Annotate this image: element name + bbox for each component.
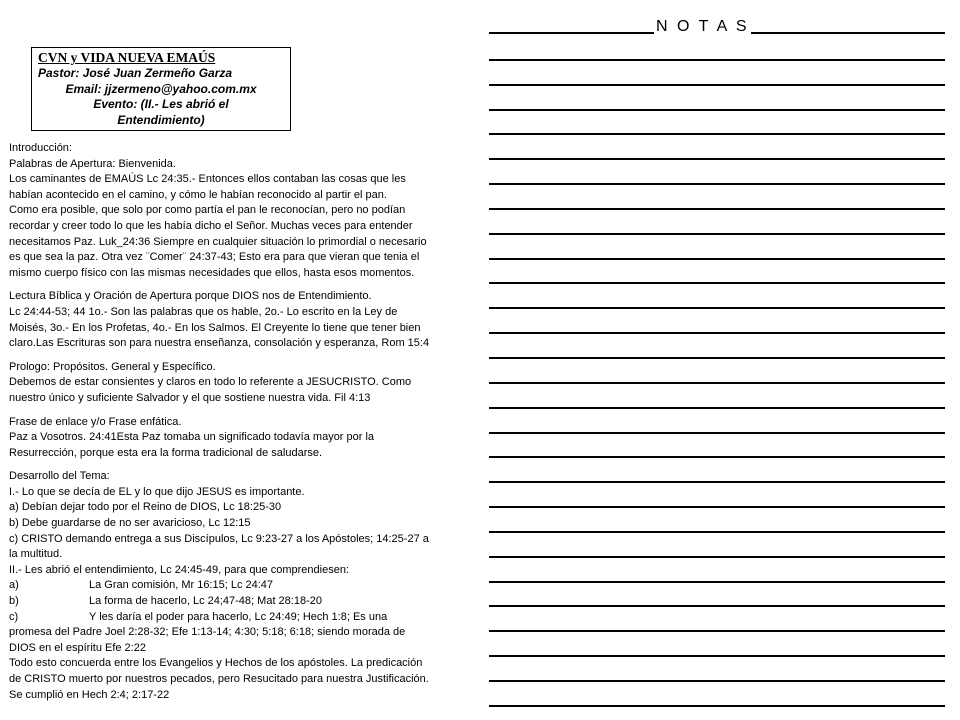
note-line — [489, 359, 945, 384]
list-text: La Gran comisión, Mr 16:15; Lc 24:47 — [89, 579, 274, 592]
text-line: habían acontecido en el camino, y cómo le habían reconocido al partir el pan. — [9, 188, 387, 201]
text-line: Palabras de Apertura: Bienvenida. — [9, 157, 176, 170]
text-line: promesa del Padre Joel 2:28-32; Efe 1:13-14; 4:30; 5:18; 6:18; siendo morada de — [9, 626, 406, 639]
note-line — [489, 260, 945, 285]
text-line: claro.Las Escrituras son para nuestra enseñanza, consolación y esperanza, Rom 15:4 — [9, 337, 430, 350]
note-line — [489, 111, 945, 136]
list-marker: c) — [9, 610, 19, 623]
note-line — [489, 86, 945, 111]
text-line: Todo esto concuerda entre los Evangelios y Hechos de los apóstoles. La predicación — [9, 657, 423, 670]
list-marker: b) — [9, 595, 19, 608]
list-item — [9, 578, 484, 594]
sermon-outline — [9, 141, 484, 703]
text-line: a) Debían dejar todo por el Reino de DIOS, Lc 18:25-30 — [9, 501, 282, 514]
text-line: DIOS en el espíritu Efe 2:22 — [9, 641, 146, 654]
notes-title-row — [489, 10, 945, 36]
paragraph-gap — [9, 461, 484, 469]
text-line: Paz a Vosotros. 24:41Esta Paz tomaba un significado todavía mayor por la — [9, 431, 375, 444]
text-line: Como era posible, que solo por como partía el pan le reconocían, pero no podían — [9, 204, 406, 217]
note-line — [489, 657, 945, 682]
event-line-2: Entendimiento) — [117, 112, 205, 127]
text-line: Se cumplió en Hech 2:4; 2:17-22 — [9, 688, 170, 701]
text-line: II.- Les abrió el entendimiento, Lc 24:45-49, para que comprendiesen: — [9, 563, 349, 576]
text-line: Prologo: Propósitos. General y Específico. — [9, 360, 216, 373]
email-line: Email: jjzermeno@yahoo.com.mx — [65, 81, 257, 96]
text-line: Frase de enlace y/o Frase enfática. — [9, 415, 182, 428]
note-line — [489, 607, 945, 632]
text-line: mismo cuerpo físico con las mismas necesidades que ellos, hasta esos momentos. — [9, 266, 415, 279]
list-text: La forma de hacerlo, Lc 24;47-48; Mat 28:18-20 — [89, 595, 322, 608]
note-line — [489, 458, 945, 483]
note-line — [489, 185, 945, 210]
header-box — [31, 47, 291, 131]
list-text: Y les daría el poder para hacerlo, Lc 24:49; Hech 1:8; Es una — [89, 610, 388, 623]
note-line — [489, 309, 945, 334]
note-line — [489, 533, 945, 558]
event-line: Evento: (II.- Les abrió el — [93, 97, 229, 111]
text-line: de CRISTO muerto por nuestros pecados, pero Resucitado para nuestra Justificación. — [9, 673, 429, 685]
text-line: Lectura Bíblica y Oración de Apertura porque DIOS nos de Entendimiento. — [9, 290, 372, 303]
note-line — [489, 558, 945, 583]
text-line: Debemos de estar consientes y claros en todo lo referente a JESUCRISTO. Como — [9, 376, 412, 389]
paragraph-gap — [9, 407, 484, 415]
note-line — [489, 135, 945, 160]
text-line: nuestro único y suficiente Salvador y el que sostiene nuestra vida. Fil 4:13 — [9, 391, 371, 404]
note-line — [489, 409, 945, 434]
note-line — [489, 483, 945, 508]
note-line — [489, 160, 945, 185]
note-line — [489, 434, 945, 459]
note-line — [489, 210, 945, 235]
pastor-line: Pastor: José Juan Zermeño Garza — [38, 66, 233, 80]
note-line — [489, 334, 945, 359]
church-name: CVN y VIDA NUEVA EMAÚS — [38, 50, 216, 65]
note-line — [489, 632, 945, 657]
text-line: c) CRISTO demando entrega a sus Discípulos, Lc 9:23-27 a los Apóstoles; 14:25-27 a — [9, 532, 429, 545]
note-line — [489, 61, 945, 86]
text-line: b) Debe guardarse de no ser avaricioso, Lc 12:15 — [9, 517, 251, 530]
paragraph-gap — [9, 281, 484, 289]
list-item — [9, 594, 484, 610]
paragraph-gap — [9, 352, 484, 360]
title-underline-right — [751, 32, 945, 34]
text-line: Los caminantes de EMAÚS Lc 24:35.- Entonces ellos contaban las cosas que les — [9, 173, 406, 186]
text-line: Moisés, 3o.- En los Profetas, 4o.- En los Salmos. El Creyente lo tiene que tener bien — [9, 321, 421, 334]
list-item — [9, 610, 484, 626]
note-line — [489, 284, 945, 309]
text-line: Resurrección, porque esta era la forma tradicional de saludarse. — [9, 446, 323, 459]
note-line — [489, 36, 945, 61]
text-line: necesitamos Paz. Luk_24:36 Siempre en cualquier situación lo primordial o necesario — [9, 235, 427, 248]
text-line: I.- Lo que se decía de EL y lo que dijo JESUS es importante. — [9, 485, 305, 498]
note-line — [489, 508, 945, 533]
text-line: Desarrollo del Tema: — [9, 470, 110, 483]
note-lines — [489, 36, 945, 707]
text-line: recordar y creer todo lo que les había dicho el Señor. Muchas veces para entender — [9, 219, 413, 232]
note-line — [489, 682, 945, 707]
note-line — [489, 384, 945, 409]
notes-section — [489, 10, 945, 707]
text-line: la multitud. — [9, 548, 63, 561]
notes-title: N O T A S — [656, 18, 750, 35]
title-underline-left — [489, 32, 654, 34]
list-marker: a) — [9, 579, 19, 592]
note-line — [489, 235, 945, 260]
text-line: Introducción: — [9, 142, 72, 154]
note-line — [489, 583, 945, 608]
text-line: Lc 24:44-53; 44 1o.- Son las palabras que os hable, 2o.- Lo escrito en la Ley de — [9, 305, 398, 318]
text-line: es que sea la paz. Otra vez ¨Comer¨ 24:37-43; Esto era para que vieran que tenia el — [9, 251, 420, 264]
